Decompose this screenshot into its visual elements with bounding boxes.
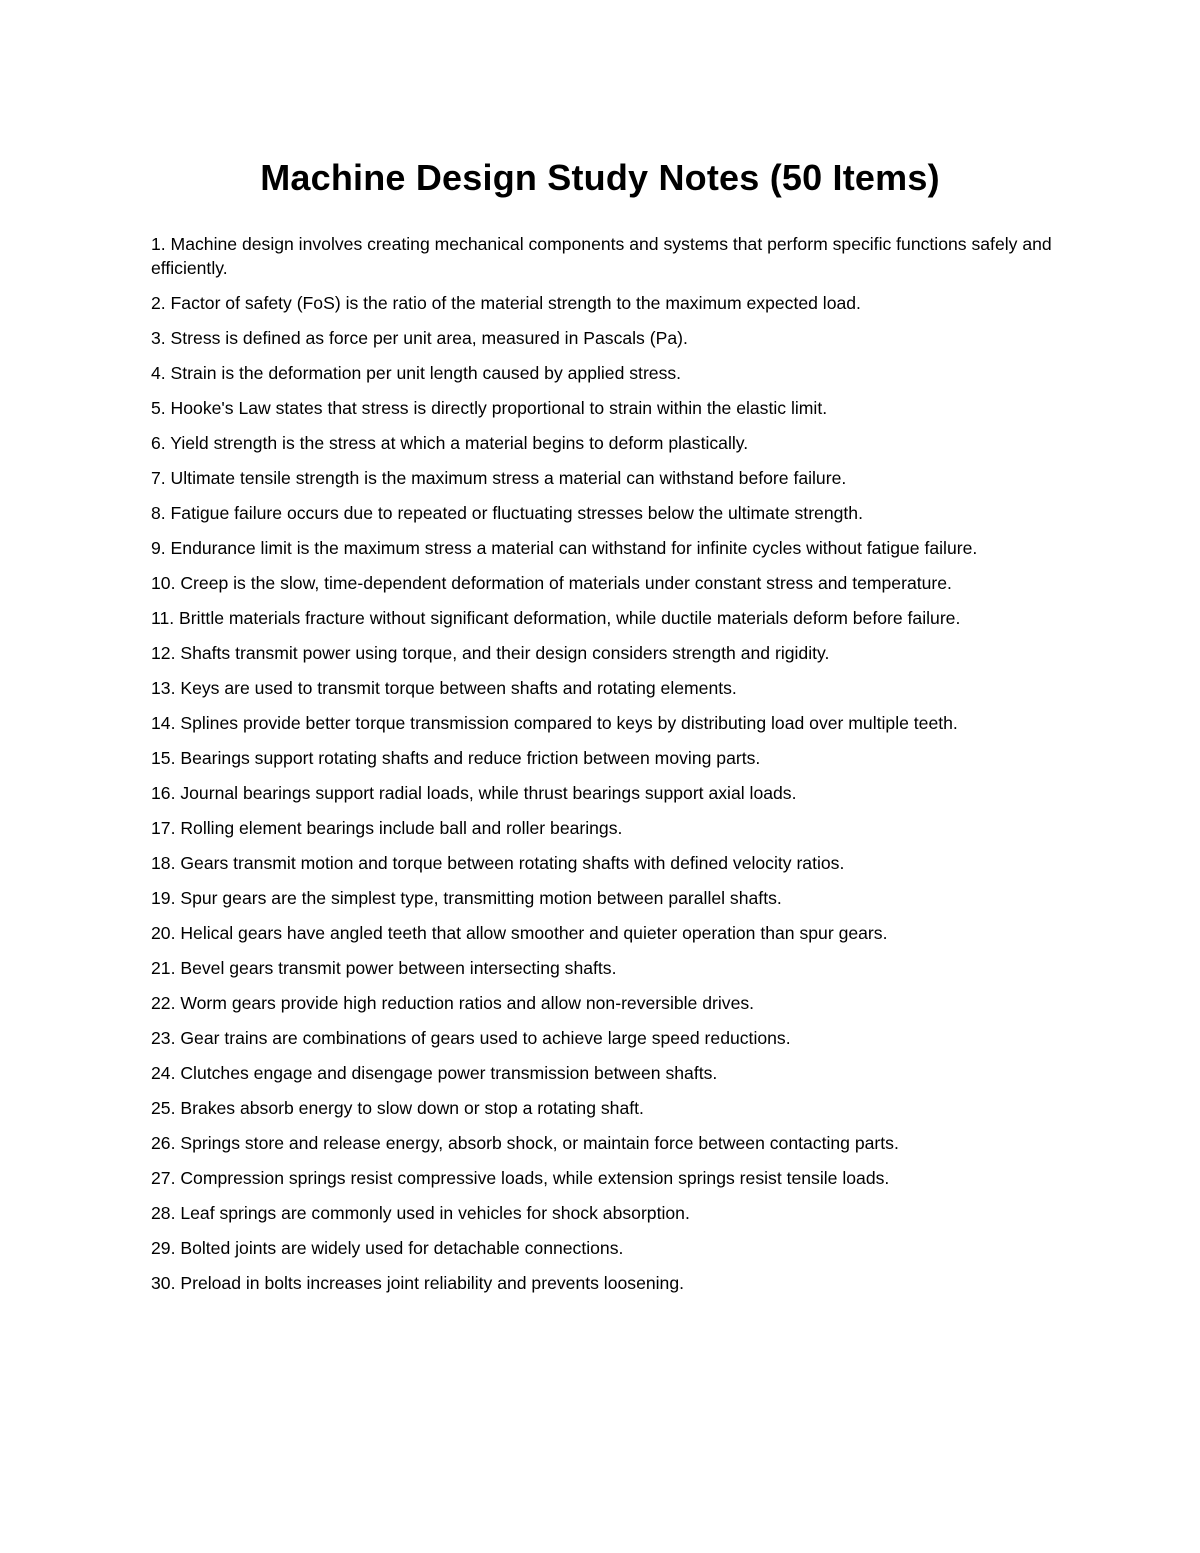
note-item-26: 26. Springs store and release energy, absorb shock, or maintain force between contacting parts. bbox=[151, 1132, 899, 1153]
note-item-30: 30. Preload in bolts increases joint reliability and prevents loosening. bbox=[151, 1272, 685, 1293]
note-item-10: 10. Creep is the slow, time-dependent deformation of materials under constant stress and temperature. bbox=[151, 572, 952, 593]
note-item-18: 18. Gears transmit motion and torque between rotating shafts with defined velocity ratios. bbox=[151, 852, 845, 873]
note-item-28: 28. Leaf springs are commonly used in vehicles for shock absorption. bbox=[151, 1202, 690, 1223]
note-item-11: 11. Brittle materials fracture without significant deformation, while ductile materials deform before failure. bbox=[151, 607, 961, 628]
note-item-9: 9. Endurance limit is the maximum stress a material can withstand for infinite cycles without fatigue failure. bbox=[151, 537, 978, 558]
note-item-7: 7. Ultimate tensile strength is the maximum stress a material can withstand before failure. bbox=[151, 467, 847, 488]
note-item-22: 22. Worm gears provide high reduction ratios and allow non-reversible drives. bbox=[151, 992, 755, 1013]
note-item-29: 29. Bolted joints are widely used for detachable connections. bbox=[151, 1237, 624, 1258]
note-item-3: 3. Stress is defined as force per unit area, measured in Pascals (Pa). bbox=[151, 327, 688, 348]
note-item-13: 13. Keys are used to transmit torque between shafts and rotating elements. bbox=[151, 677, 737, 698]
note-item-2: 2. Factor of safety (FoS) is the ratio of the material strength to the maximum expected load. bbox=[151, 292, 861, 313]
note-item-6: 6. Yield strength is the stress at which a material begins to deform plastically. bbox=[151, 432, 749, 453]
note-item-4: 4. Strain is the deformation per unit length caused by applied stress. bbox=[151, 362, 682, 383]
note-item-17: 17. Rolling element bearings include ball and roller bearings. bbox=[151, 817, 623, 838]
note-item-14: 14. Splines provide better torque transmission compared to keys by distributing load over multiple teeth. bbox=[151, 712, 958, 733]
note-item-16: 16. Journal bearings support radial loads, while thrust bearings support axial loads. bbox=[151, 782, 797, 803]
notes-list bbox=[151, 233, 1056, 1307]
note-item-19: 19. Spur gears are the simplest type, transmitting motion between parallel shafts. bbox=[151, 887, 782, 908]
note-item-12: 12. Shafts transmit power using torque, and their design considers strength and rigidity. bbox=[151, 642, 830, 663]
note-item-24: 24. Clutches engage and disengage power transmission between shafts. bbox=[151, 1062, 718, 1083]
note-item-23: 23. Gear trains are combinations of gears used to achieve large speed reductions. bbox=[151, 1027, 791, 1048]
page-title: Machine Design Study Notes (50 Items) bbox=[260, 157, 940, 198]
note-item-21: 21. Bevel gears transmit power between intersecting shafts. bbox=[151, 957, 617, 978]
note-item-1: 1. Machine design involves creating mechanical components and systems that perform specific functions safely and efficiently. bbox=[151, 234, 1052, 278]
note-item-20: 20. Helical gears have angled teeth that allow smoother and quieter operation than spur gears. bbox=[151, 922, 888, 943]
note-item-5: 5. Hooke's Law states that stress is directly proportional to strain within the elastic limit. bbox=[151, 397, 828, 418]
note-item-25: 25. Brakes absorb energy to slow down or stop a rotating shaft. bbox=[151, 1097, 644, 1118]
note-item-15: 15. Bearings support rotating shafts and reduce friction between moving parts. bbox=[151, 747, 761, 768]
note-item-27: 27. Compression springs resist compressive loads, while extension springs resist tensile loads. bbox=[151, 1167, 890, 1188]
note-item-8: 8. Fatigue failure occurs due to repeated or fluctuating stresses below the ultimate strength. bbox=[151, 502, 863, 523]
